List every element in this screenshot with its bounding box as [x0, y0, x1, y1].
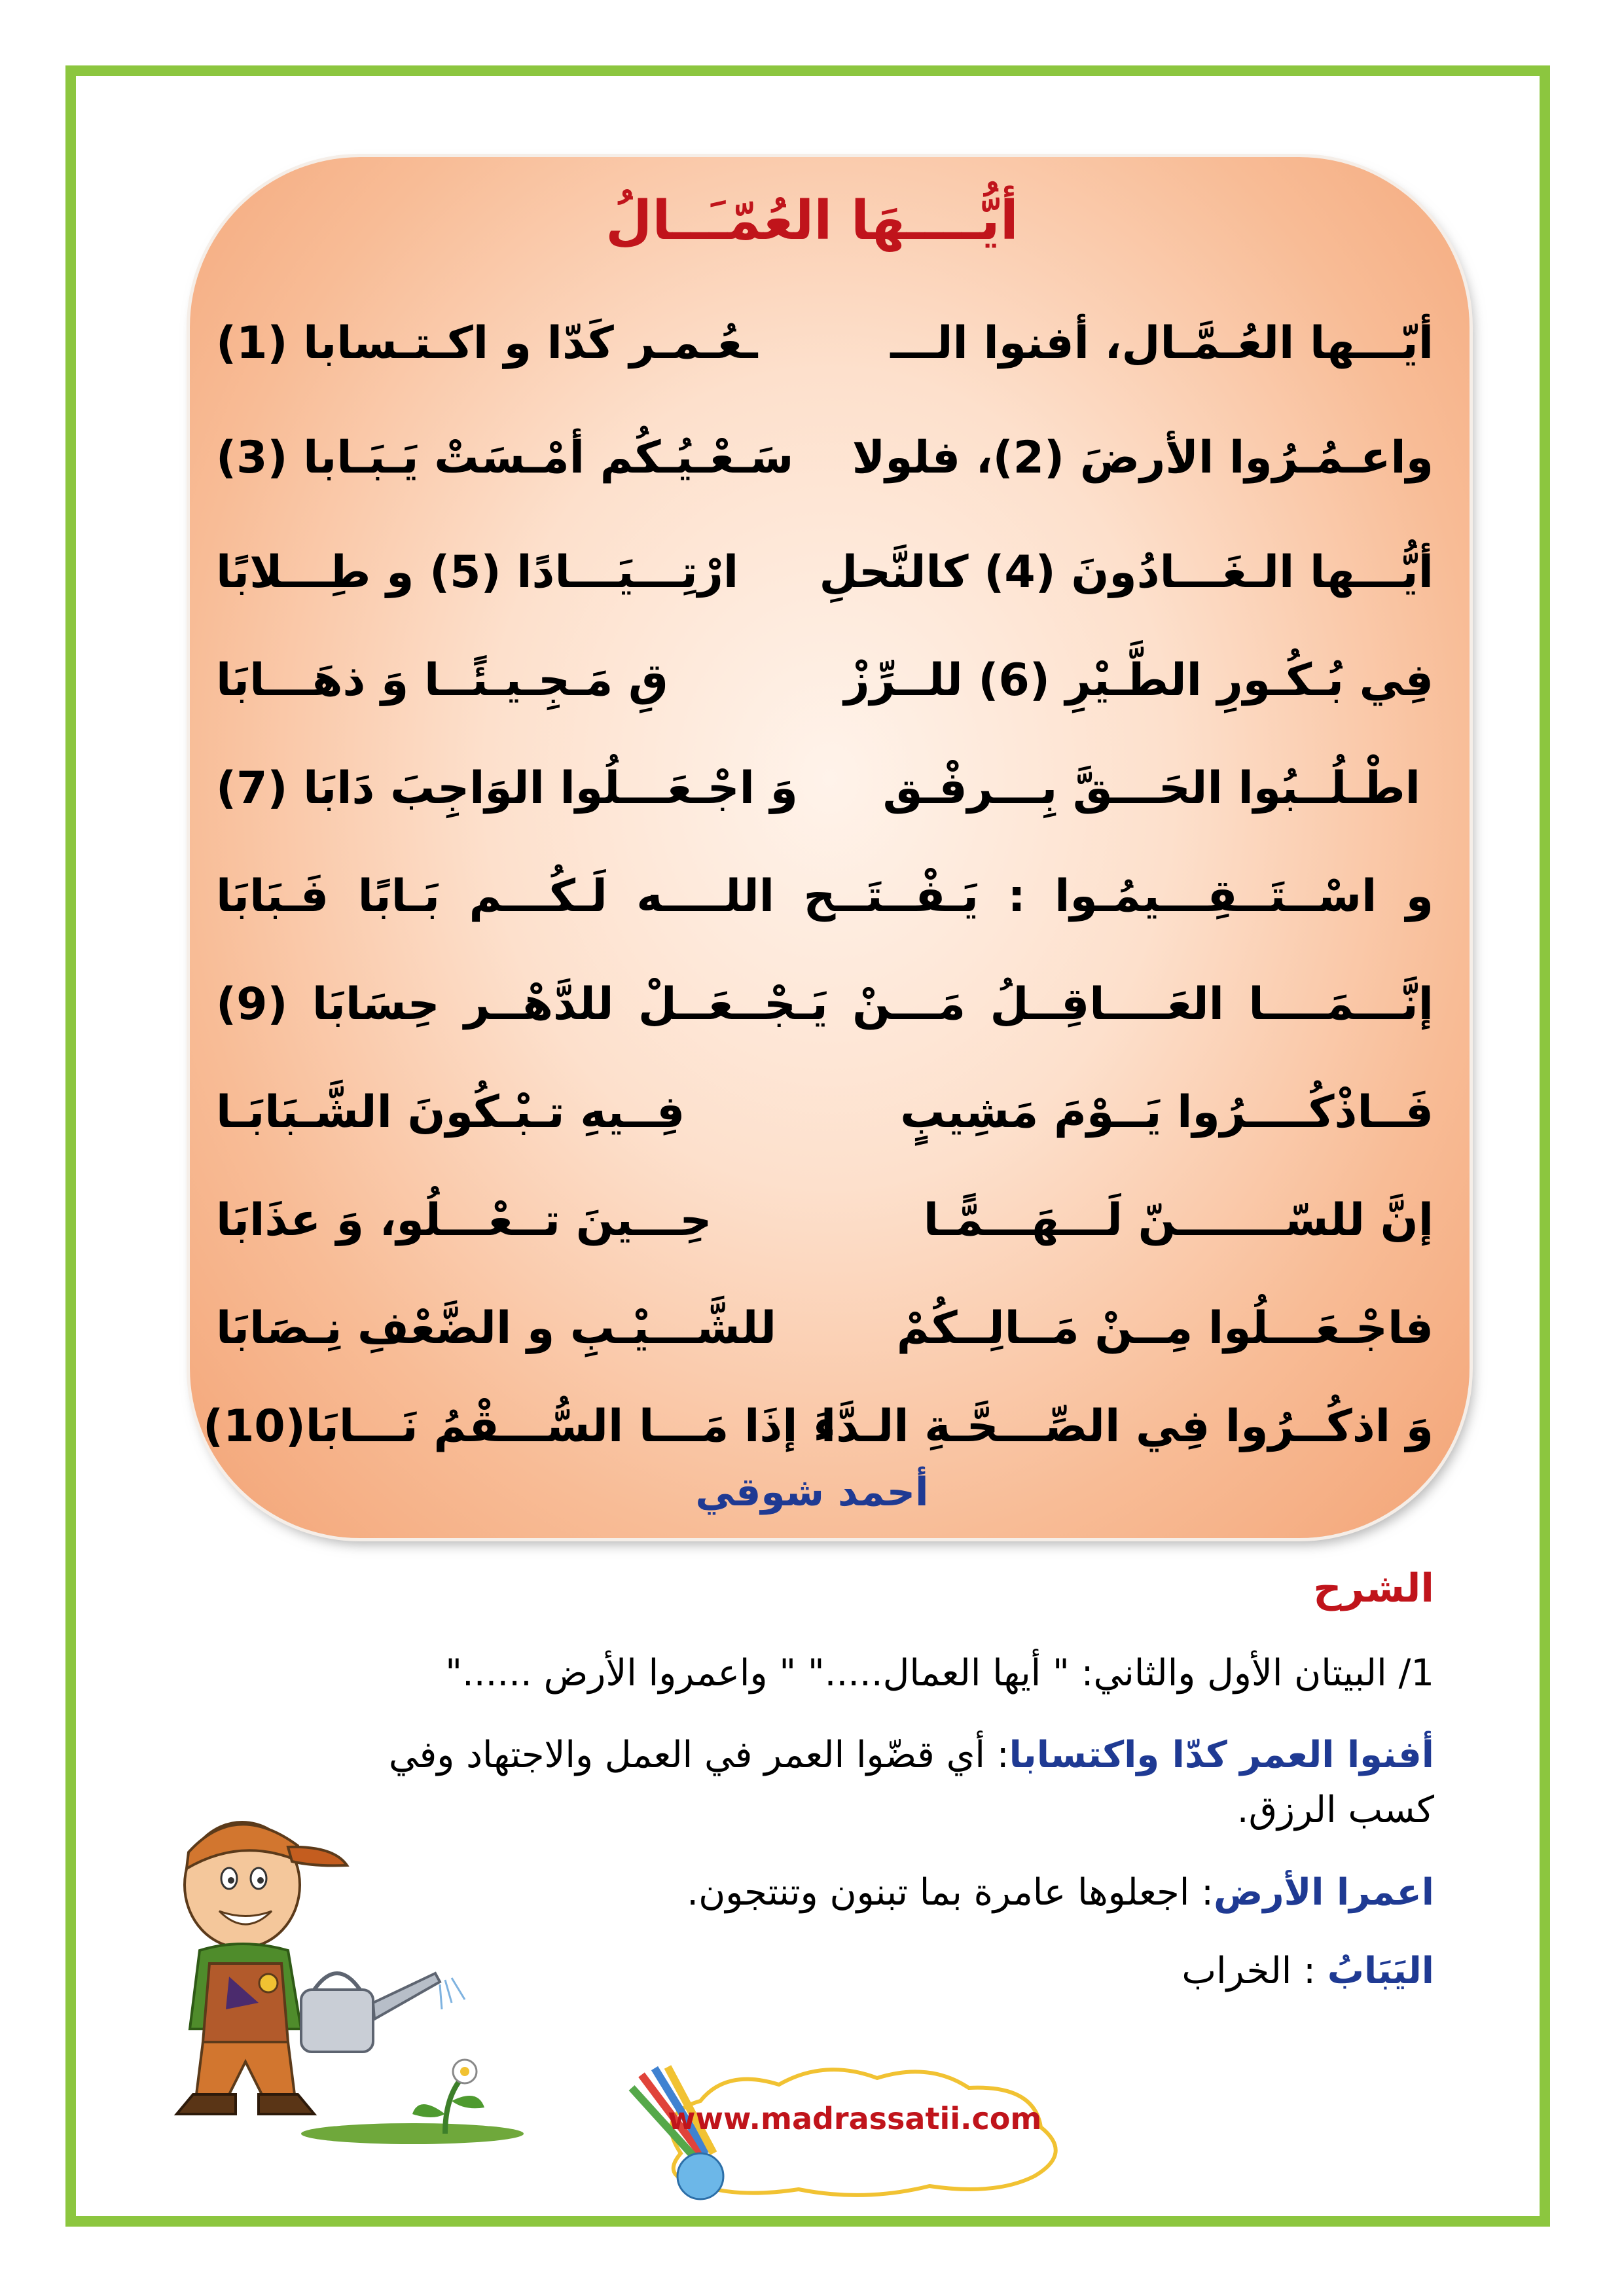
verse-4-second-hemistich: قِ مَـجِـيـئًــا وَ ذهَـــابَا: [216, 655, 668, 706]
verse-10-first-hemistich: فاجْـعَـــلُوا مِــنْ مَــالِــكُمْ: [896, 1302, 1434, 1354]
verse-7-text: إنَّـــمَــــا العَــــاقِــلُ مَـــنْ يَـجْــعَــلْ للدَّهْــر حِسَابَا (9): [216, 978, 1434, 1030]
verse-2-first-hemistich: واعـمُـرُوا الأرضَ (2)، فلولا: [852, 432, 1434, 484]
verse-11: [203, 1401, 1434, 1479]
verse-9: [216, 1194, 1434, 1273]
verse-5-second-hemistich: وَ اجْـعَـــلُوا الوَاجِبَ دَابَا (7): [216, 762, 798, 814]
verse-4: [216, 655, 1434, 733]
verse-3-second-hemistich: ارْتِـــيَـــادًا (5) و طِـــلابًا: [216, 547, 739, 598]
explanation-definition: أي قضّوا العمر في العمل والاجتهاد وفي كسب الرزق.: [388, 1734, 1434, 1831]
explanation-separator: :: [1291, 1950, 1327, 1992]
verse-6: [216, 870, 1434, 949]
verse-2: [216, 432, 1434, 511]
verse-11-second-hemistich: ءَ إذَا مَـــا السُّـــقْمُ نَـــابَا(10): [203, 1401, 837, 1452]
verse-3-first-hemistich: أيُّـــها الـغَـــادُونَ (4) كالنَّحلِ: [819, 547, 1434, 598]
verse-8: [216, 1086, 1434, 1165]
website-url[interactable]: www.madrassatii.com: [668, 2101, 1042, 2136]
verse-8-first-hemistich: فَــاذْكُــــرُوا يَــوْمَ مَشِيبٍ: [900, 1086, 1434, 1138]
verse-6-text: و اسْــتَــقِـــيمُـوا : يَـفْــتَــح اللــــه لَـكُـــم بَـابًا فَـبَابَا: [216, 870, 1434, 922]
explanation-term: أفنوا العمر كدّا واكتسابا: [1009, 1734, 1434, 1776]
verse-1: [216, 317, 1434, 396]
verse-11-first-hemistich: وَ اذكُــرُوا فِي الصِّـــحَّـةِ الـدَّا: [820, 1401, 1434, 1452]
verse-1-second-hemistich: ـعُـمـر كَدّا و اكـتـسابا (1): [216, 317, 758, 369]
gardener-illustration: [137, 1806, 543, 2147]
verse-5-first-hemistich: اطْـلُــبُوا الحَـــقَّ بِـــرفْـق: [882, 762, 1420, 814]
verse-4-first-hemistich: فِي بُـكُـورِ الطَّـيْرِ (6) للــرِّزْ: [844, 655, 1434, 706]
verse-3: [216, 547, 1434, 625]
verse-9-second-hemistich: حِـــينَ تــعْـــلُو، وَ عذَابَا: [216, 1194, 712, 1246]
verse-5: [216, 762, 1420, 841]
verse-10-second-hemistich: للشَّـــيْـبِ و الضَّعْفِ نِـصَابَا: [216, 1302, 777, 1354]
verse-1-first-hemistich: أيّـــها العُـمَّـال، أفنوا الـــ: [890, 317, 1434, 369]
verse-7: [216, 978, 1434, 1057]
explanation-separator: :: [984, 1734, 1009, 1776]
explanation-separator: :: [1189, 1871, 1214, 1914]
explanation-term: اعمرا الأرض: [1214, 1871, 1434, 1914]
explanation-title: الشرح: [1313, 1566, 1434, 1611]
verse-2-second-hemistich: سَـعْـيُـكُم أمْـسَتْ يَـبَـابا (3): [216, 432, 794, 484]
explanation-definition: الخراب: [1182, 1950, 1292, 1992]
explanation-definition: اجعلوها عامرة بما تبنون وتنتجون.: [687, 1871, 1190, 1914]
verse-10: [216, 1302, 1434, 1381]
explanation-term: اليَبَابُ: [1327, 1950, 1434, 1992]
explanation-line-verses: 1/ البيتان الأول والثاني: " أيها العمال....." " واعمروا الأرض ......": [445, 1652, 1434, 1695]
poem-author: أحمد شوقي: [695, 1469, 929, 1515]
verse-8-second-hemistich: فِــيهِ تـبْـكُونَ الشَّـبَابَـا: [216, 1086, 685, 1138]
poem-title: أيُّــــهَا العُمّـَــالُ: [605, 190, 1019, 252]
verse-9-first-hemistich: إنَّ للسّـــــــنّ لَـــهَـــمًّـا: [923, 1194, 1434, 1246]
